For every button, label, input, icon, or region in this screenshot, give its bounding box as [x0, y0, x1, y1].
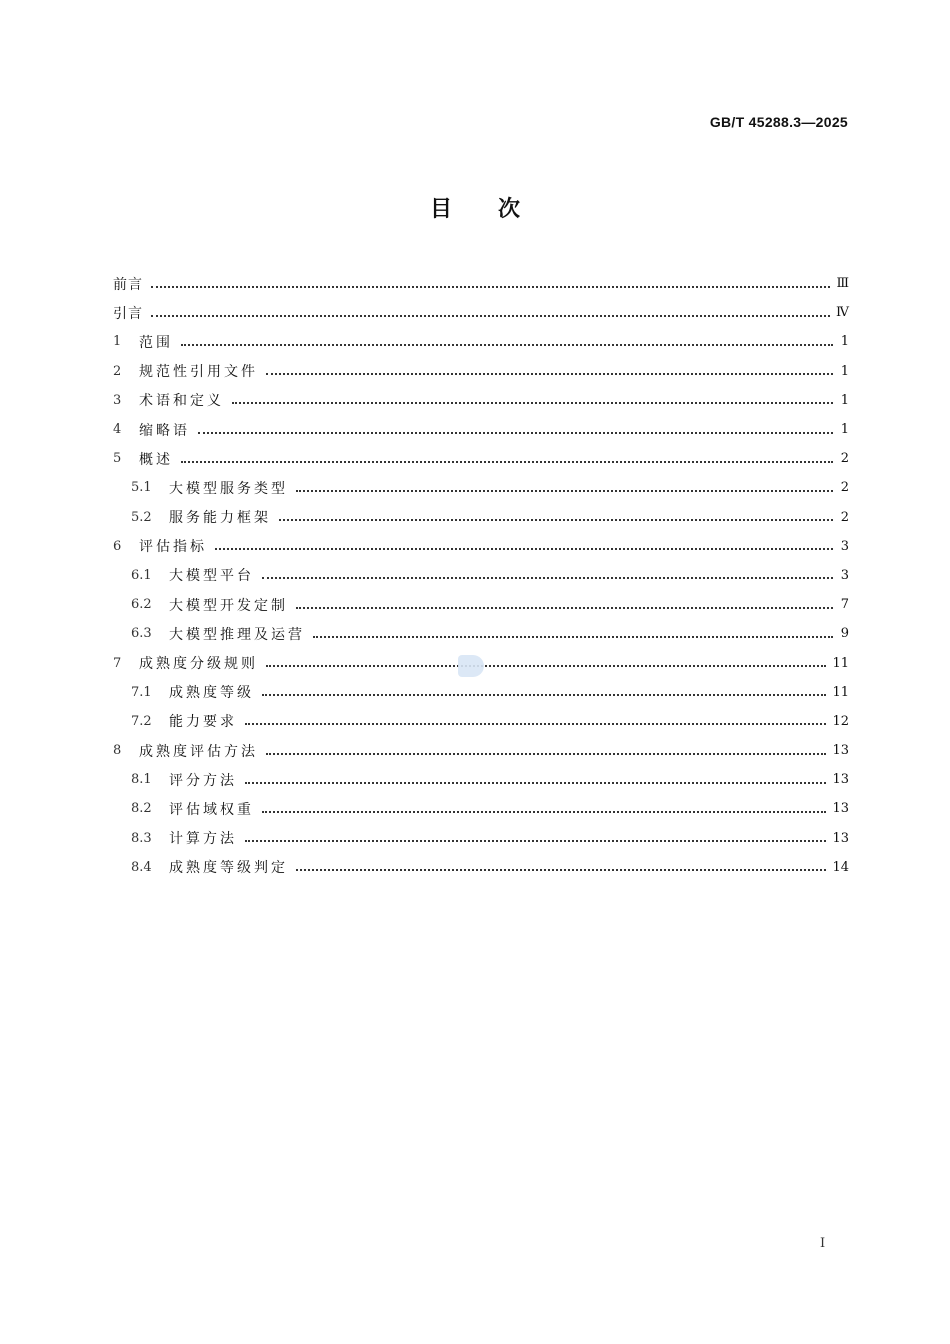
toc-entry-number: 6	[113, 538, 122, 554]
toc-entry-page: Ⅳ	[836, 305, 849, 321]
toc-leader-dots	[181, 330, 833, 346]
toc-entry-page: 1	[840, 334, 849, 350]
toc-entry-page: 13	[832, 801, 849, 817]
table-of-contents	[113, 269, 849, 882]
toc-entry[interactable]	[113, 386, 849, 415]
toc-entry-number: 8.4	[131, 859, 152, 875]
toc-entry-page: 2	[840, 509, 849, 525]
toc-entry-label: 服务能力框架	[169, 510, 271, 527]
toc-entry-label: 术语和定义	[139, 393, 224, 410]
toc-leader-dots	[296, 855, 826, 871]
toc-entry-page: 11	[832, 655, 849, 671]
toc-entry[interactable]	[113, 678, 849, 707]
toc-entry-number: 8.2	[131, 801, 152, 817]
toc-leader-dots	[262, 563, 833, 579]
toc-entry-page: 13	[832, 743, 849, 759]
toc-leader-dots	[181, 447, 833, 463]
toc-entry-number: 5	[113, 451, 122, 467]
toc-leader-dots	[198, 418, 833, 434]
toc-entry-number: 7.2	[131, 713, 152, 729]
toc-entry-label: 计算方法	[169, 831, 237, 848]
toc-entry-number: 6.3	[131, 626, 152, 642]
toc-entry-label: 评估指标	[139, 539, 207, 556]
toc-leader-dots	[151, 301, 830, 317]
toc-entry[interactable]	[113, 590, 849, 619]
toc-entry[interactable]	[113, 415, 849, 444]
toc-entry-number: 7	[113, 655, 122, 671]
toc-entry[interactable]	[113, 503, 849, 532]
toc-entry-label: 前言	[113, 276, 143, 293]
toc-entry-number: 4	[113, 422, 122, 438]
toc-entry-label: 评估域权重	[169, 801, 254, 818]
toc-entry-label: 成熟度等级判定	[169, 860, 288, 877]
toc-entry-label: 成熟度等级	[169, 685, 254, 702]
toc-entry[interactable]	[113, 532, 849, 561]
watermark-logo	[458, 655, 484, 677]
toc-entry-number: 5.1	[131, 480, 152, 496]
toc-leader-dots	[245, 709, 826, 725]
toc-entry-label: 大模型开发定制	[169, 597, 288, 614]
toc-entry-page: 1	[840, 422, 849, 438]
toc-entry[interactable]	[113, 853, 849, 882]
toc-leader-dots	[151, 272, 830, 288]
toc-entry[interactable]	[113, 444, 849, 473]
toc-entry-label: 成熟度评估方法	[139, 743, 258, 760]
toc-leader-dots	[262, 797, 826, 813]
toc-leader-dots	[266, 651, 826, 667]
toc-entry-page: 9	[840, 626, 849, 642]
toc-leader-dots	[296, 593, 833, 609]
toc-entry[interactable]	[113, 327, 849, 356]
toc-entry[interactable]	[113, 765, 849, 794]
toc-entry-label: 概述	[139, 451, 173, 468]
toc-leader-dots	[313, 622, 833, 638]
toc-leader-dots	[245, 768, 826, 784]
standard-code: GB/T 45288.3—2025	[709, 114, 848, 130]
toc-entry[interactable]	[113, 269, 849, 298]
toc-entry-number: 7.1	[131, 684, 152, 700]
toc-entry-page: 2	[840, 480, 849, 496]
toc-leader-dots	[279, 505, 833, 521]
toc-entry-label: 大模型服务类型	[169, 480, 288, 497]
toc-entry[interactable]	[113, 619, 849, 648]
toc-leader-dots	[232, 388, 833, 404]
toc-entry-page: 1	[840, 363, 849, 379]
toc-entry[interactable]	[113, 736, 849, 765]
page-title: 目次	[429, 197, 566, 222]
toc-leader-dots	[266, 359, 833, 375]
toc-entry-number: 8.3	[131, 830, 152, 846]
toc-entry-number: 5.2	[131, 509, 152, 525]
toc-entry-label: 大模型平台	[169, 568, 254, 585]
toc-entry-label: 大模型推理及运营	[169, 626, 305, 643]
toc-entry-page: 13	[832, 772, 849, 788]
toc-entry-number: 8.1	[131, 772, 152, 788]
toc-entry[interactable]	[113, 473, 849, 502]
toc-entry-page: 11	[832, 684, 849, 700]
toc-entry-page: 7	[840, 597, 849, 613]
toc-entry-page: 3	[840, 567, 849, 583]
toc-leader-dots	[245, 826, 826, 842]
toc-entry-page: 13	[832, 830, 849, 846]
toc-entry-number: 6.1	[131, 567, 152, 583]
toc-entry-page: 1	[840, 392, 849, 408]
toc-entry-label: 成熟度分级规则	[139, 656, 258, 673]
toc-entry[interactable]	[113, 824, 849, 853]
toc-entry[interactable]	[113, 707, 849, 736]
toc-entry[interactable]	[113, 561, 849, 590]
toc-entry[interactable]	[113, 794, 849, 823]
toc-entry-label: 缩略语	[139, 422, 190, 439]
toc-entry-page: 12	[832, 713, 849, 729]
toc-leader-dots	[262, 680, 826, 696]
toc-leader-dots	[266, 739, 826, 755]
toc-entry-page: 3	[840, 538, 849, 554]
toc-entry[interactable]	[113, 357, 849, 386]
toc-leader-dots	[296, 476, 833, 492]
toc-entry-label: 能力要求	[169, 714, 237, 731]
toc-entry-label: 范围	[139, 334, 173, 351]
toc-entry-label: 引言	[113, 305, 143, 322]
toc-entry-page: 2	[840, 451, 849, 467]
page-number: I	[820, 1236, 826, 1251]
toc-entry-label: 评分方法	[169, 772, 237, 789]
toc-entry-number: 8	[113, 743, 122, 759]
toc-entry-page: 14	[832, 859, 849, 875]
toc-leader-dots	[215, 534, 833, 550]
toc-entry-label: 规范性引用文件	[139, 364, 258, 381]
toc-entry[interactable]	[113, 298, 849, 327]
toc-entry-page: Ⅲ	[836, 276, 849, 292]
toc-entry-number: 1	[113, 334, 122, 350]
toc-entry-number: 3	[113, 392, 122, 408]
toc-entry-number: 2	[113, 363, 122, 379]
toc-entry-number: 6.2	[131, 597, 152, 613]
